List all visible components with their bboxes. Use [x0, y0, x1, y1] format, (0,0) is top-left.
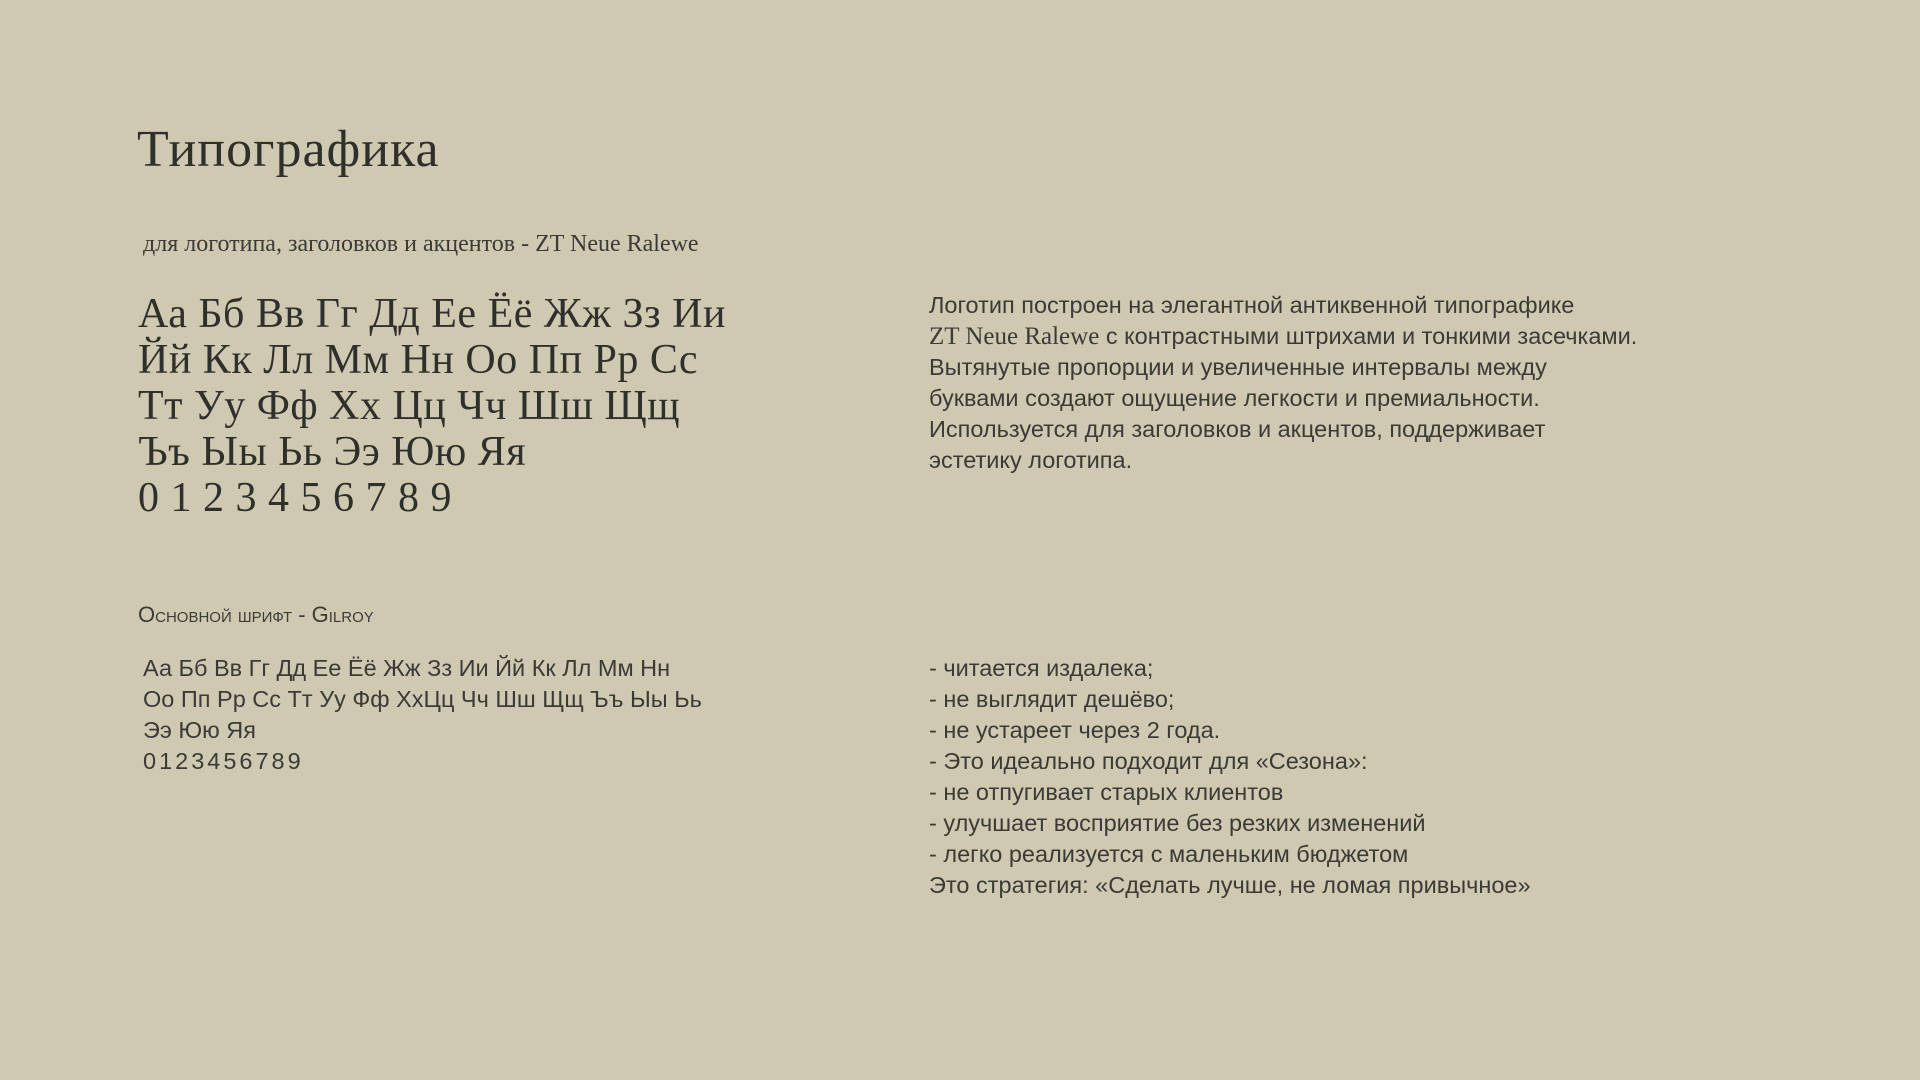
list-item: - легко реализуется с маленьким бюджетом — [929, 841, 1409, 867]
description-line: Используется для заголовков и акцентов, поддерживает — [929, 416, 1546, 442]
description-line — [929, 321, 1789, 352]
list-item: - читается издалека; — [929, 655, 1154, 681]
strategy-statement: Это стратегия: «Сделать лучше, не ломая привычное» — [929, 872, 1531, 898]
sans-digits-line: 0123456789 — [143, 748, 304, 774]
sans-alphabet-line: Ээ Юю Яя — [143, 717, 257, 743]
serif-alphabet-specimen — [138, 291, 898, 521]
serif-alphabet-line: Йй Кк Лл Мм Нн Оо Пп Рр Сс — [138, 337, 699, 383]
list-item: - Это идеально подходит для «Сезона»: — [929, 748, 1368, 774]
description-line: эстетику логотипа. — [929, 447, 1133, 473]
description-line-rest: с контрастными штрихами и тонкими засечками. — [1099, 323, 1638, 349]
serif-digits-line: 0 1 2 3 4 5 6 7 8 9 — [138, 475, 452, 521]
description-line: буквами создают ощущение легкости и премиальности. — [929, 385, 1540, 411]
list-item: - не выглядит дешёво; — [929, 686, 1175, 712]
font-name-inline: ZT Neue Ralewe — [929, 323, 1100, 350]
serif-alphabet-line: Ъъ Ыы Ьь Ээ Юю Яя — [138, 429, 527, 475]
list-item: - не отпугивает старых клиентов — [929, 779, 1284, 805]
list-item: - не устареет через 2 года. — [929, 717, 1221, 743]
serif-font-subtitle: для логотипа, заголовков и акцентов - ZT Neue Ralewe — [143, 231, 699, 257]
sans-alphabet-line: Аа Бб Вв Гг Дд Ее Ёё Жж Зз Ии Йй Кк Лл Мм Нн — [143, 655, 671, 681]
description-line: Вытянутые пропорции и увеличенные интервалы между — [929, 354, 1547, 380]
serif-font-description — [929, 290, 1789, 476]
sans-alphabet-specimen — [143, 653, 903, 777]
sans-font-subtitle: Основной шрифт - Gilroy — [138, 602, 374, 627]
description-line: Логотип построен на элегантной антиквенной типографике — [929, 292, 1575, 318]
serif-alphabet-line: Тт Уу Фф Хх Цц Чч Шш Щщ — [138, 383, 681, 429]
sans-alphabet-line: Оо Пп Рр Сс Тт Уу Фф ХхЦц Чч Шш Щщ Ъъ Ыы Ьь — [143, 686, 702, 712]
serif-alphabet-line: Аа Бб Вв Гг Дд Ее Ёё Жж Зз Ии — [138, 291, 726, 337]
list-item: - улучшает восприятие без резких изменений — [929, 810, 1426, 836]
page-title: Типографика — [137, 121, 440, 178]
sans-font-benefits-list — [929, 653, 1789, 901]
